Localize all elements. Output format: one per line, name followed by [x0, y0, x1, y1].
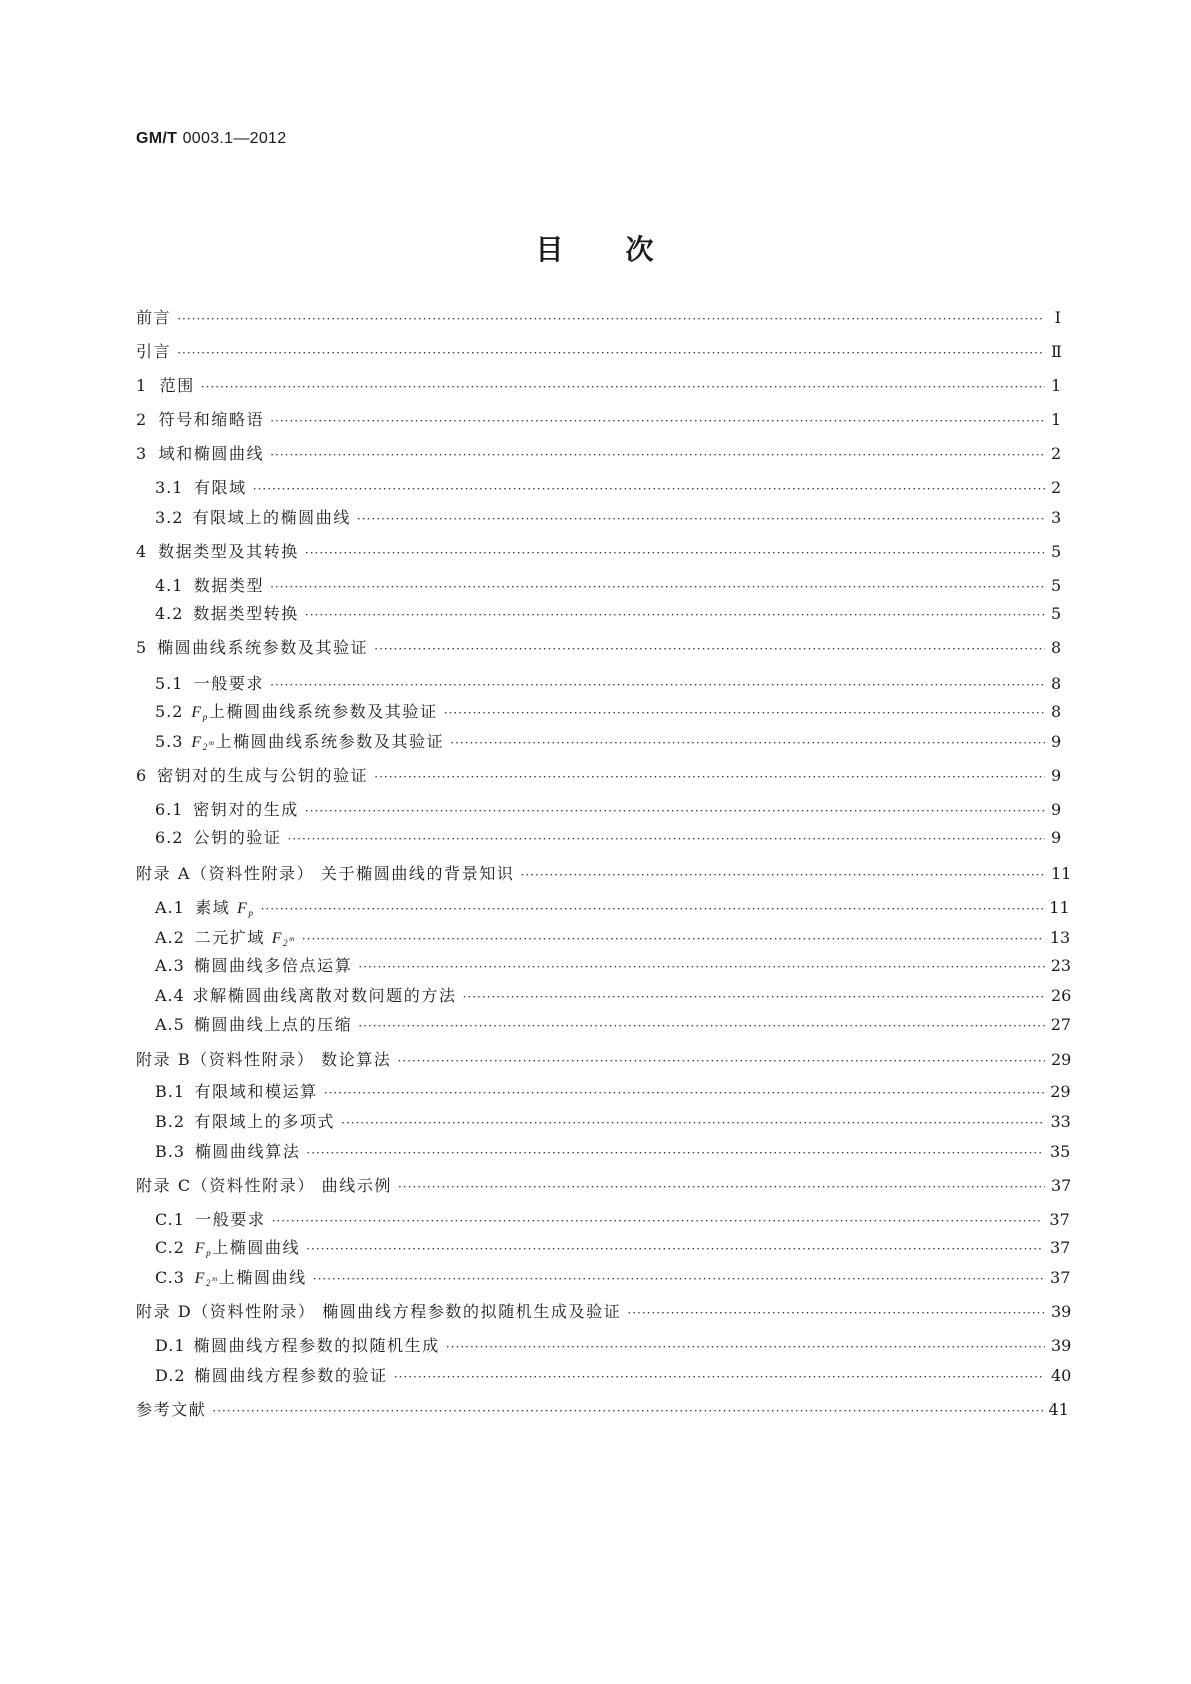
toc-dot-leader — [324, 1080, 1044, 1106]
toc-page-number: 9 — [1051, 800, 1062, 819]
toc-entry-number: 5.2 — [155, 702, 184, 721]
toc-entry[interactable] — [136, 1299, 1072, 1325]
toc-entry-number: A.2 — [155, 928, 185, 947]
toc-entry-number: D.1 — [155, 1336, 186, 1355]
toc-entry-title: $F_p$上椭圆曲线系统参数及其验证 — [191, 702, 438, 722]
toc-entry[interactable] — [155, 1109, 1071, 1135]
math-field-symbol: $F_p$ — [237, 900, 255, 918]
toc-dot-leader — [305, 798, 1045, 824]
toc-page-number: 37 — [1049, 1210, 1070, 1229]
toc-dot-leader — [374, 764, 1045, 790]
toc-page-number: 37 — [1049, 1238, 1071, 1257]
toc-dot-leader — [358, 954, 1044, 980]
toc-dot-leader — [444, 700, 1045, 726]
toc-dot-leader — [398, 1174, 1045, 1200]
toc-entry-title: 椭圆曲线方程参数的验证 — [194, 1366, 388, 1385]
toc-entry[interactable] — [136, 441, 1061, 467]
toc-dot-leader — [306, 1236, 1044, 1262]
toc-entry-title: 范围 — [159, 376, 195, 395]
toc-entry-title: 有限域 — [193, 478, 247, 497]
toc-entry[interactable] — [136, 539, 1061, 565]
toc-page-number: 37 — [1050, 1268, 1071, 1287]
toc-entry-number: 6.2 — [155, 828, 184, 847]
toc-page-number: 8 — [1051, 674, 1062, 693]
toc-page-number: 8 — [1051, 638, 1062, 657]
toc-entry-title: 数据类型及其转换 — [158, 542, 299, 561]
toc-entry[interactable] — [155, 729, 1061, 755]
toc-entry-number: 3.1 — [155, 478, 184, 497]
toc-entry-title: 前言 — [136, 308, 172, 327]
toc-entry-title: 密钥对的生成 — [193, 800, 299, 819]
toc-dot-leader — [201, 374, 1045, 400]
toc-entry[interactable] — [136, 1397, 1069, 1423]
toc-entry[interactable] — [136, 305, 1061, 331]
toc-dot-leader — [627, 1300, 1045, 1326]
toc-entry-title: 符号和缩略语 — [158, 410, 265, 429]
toc-entry[interactable] — [136, 339, 1061, 365]
toc-dot-leader — [212, 1398, 1042, 1424]
toc-page-number: 5 — [1051, 604, 1062, 623]
toc-entry[interactable] — [155, 573, 1061, 599]
toc-entry[interactable] — [155, 1012, 1072, 1038]
toc-entry-title: 数据类型 — [193, 576, 265, 595]
toc-entry-number: B.3 — [155, 1142, 186, 1161]
toc-dot-leader — [357, 506, 1045, 532]
toc-entry-number: A.5 — [155, 1015, 185, 1034]
toc-entry[interactable] — [136, 1047, 1072, 1073]
math-field-symbol: $F_p$ — [191, 704, 209, 722]
toc-page-number: 11 — [1051, 864, 1072, 883]
toc-dot-leader — [463, 984, 1045, 1010]
toc-entry[interactable] — [136, 763, 1061, 789]
toc-entry[interactable] — [155, 601, 1061, 627]
toc-dot-leader — [272, 1208, 1044, 1234]
toc-entry[interactable] — [155, 797, 1061, 823]
toc-entry-title: 求解椭圆曲线离散对数问题的方法 — [192, 986, 457, 1005]
toc-entry-title: 附录 D（资料性附录） 椭圆曲线方程参数的拟随机生成及验证 — [136, 1302, 622, 1321]
toc-dot-leader — [177, 306, 1045, 332]
toc-entry-title: 有限域上的多项式 — [194, 1112, 336, 1131]
toc-page-number: 3 — [1051, 508, 1062, 527]
toc-entry[interactable] — [155, 699, 1061, 725]
toc-entry-title: $F_{2^m}$上椭圆曲线系统参数及其验证 — [191, 732, 445, 752]
toc-entry-number: A.4 — [155, 986, 185, 1005]
toc-dot-leader — [358, 1013, 1044, 1039]
toc-entry-number: B.1 — [155, 1082, 186, 1101]
toc-page-number: 1 — [1051, 376, 1062, 395]
standard-number: 0003.1—2012 — [182, 130, 287, 147]
toc-entry[interactable] — [155, 671, 1061, 697]
toc-entry[interactable] — [136, 1173, 1072, 1199]
toc-dot-leader — [270, 442, 1045, 468]
toc-entry-title: 一般要求 — [193, 674, 265, 693]
toc-page-number: 29 — [1050, 1082, 1071, 1101]
toc-entry-title: $F_p$上椭圆曲线 — [194, 1238, 301, 1258]
toc-entry[interactable] — [155, 925, 1071, 951]
toc-entry-title: 有限域上的椭圆曲线 — [192, 508, 351, 527]
toc-page-number: 9 — [1051, 828, 1062, 847]
toc-entry-title: 参考文献 — [136, 1400, 207, 1419]
toc-page-number: 26 — [1051, 986, 1072, 1005]
toc-page-number: 5 — [1051, 542, 1062, 561]
toc-page-number: 5 — [1051, 576, 1062, 595]
toc-entry[interactable] — [155, 475, 1061, 501]
toc-entry-title: 椭圆曲线系统参数及其验证 — [157, 638, 369, 657]
toc-dot-leader — [450, 730, 1045, 756]
toc-page-number: 2 — [1051, 478, 1062, 497]
toc-entry-title: 密钥对的生成与公钥的验证 — [157, 766, 369, 785]
toc-page-number: 39 — [1051, 1336, 1072, 1355]
toc-entry-number: 3.2 — [155, 508, 184, 527]
toc-entry[interactable] — [155, 505, 1061, 531]
toc-entry[interactable] — [155, 1333, 1072, 1359]
toc-dot-leader — [305, 540, 1045, 566]
toc-entry[interactable] — [155, 825, 1061, 851]
toc-entry-number: C.2 — [155, 1238, 185, 1257]
toc-entry[interactable] — [155, 953, 1072, 979]
toc-dot-leader — [521, 862, 1045, 888]
toc-page-number: Ⅰ — [1054, 308, 1061, 327]
toc-entry[interactable] — [155, 895, 1070, 921]
toc-entry-title: 椭圆曲线上点的压缩 — [193, 1015, 353, 1034]
toc-entry-title: 椭圆曲线多倍点运算 — [193, 956, 353, 975]
toc-page-number: 41 — [1048, 1400, 1069, 1419]
toc-page-number: 29 — [1051, 1050, 1072, 1069]
toc-entry-title: $F_{2^m}$上椭圆曲线 — [194, 1268, 307, 1288]
toc-page-number: 37 — [1051, 1176, 1072, 1195]
toc-entry[interactable] — [155, 1079, 1071, 1105]
toc-entry-number: 3 — [136, 444, 148, 463]
toc-dot-leader — [374, 636, 1045, 662]
toc-dot-leader — [313, 1266, 1044, 1292]
toc-entry[interactable] — [136, 861, 1072, 887]
toc-entry-number: 5.1 — [155, 674, 184, 693]
toc-entry-number: A.3 — [155, 956, 185, 975]
toc-dot-leader — [270, 574, 1045, 600]
toc-entry-title: 域和椭圆曲线 — [158, 444, 265, 463]
toc-entry-number: C.3 — [155, 1268, 185, 1287]
toc-entry-number: 1 — [136, 376, 148, 395]
toc-entry[interactable] — [155, 1363, 1072, 1389]
toc-entry-title: 椭圆曲线方程参数的拟随机生成 — [193, 1336, 440, 1355]
toc-entry-number: 6.1 — [155, 800, 184, 819]
toc-entry[interactable] — [155, 983, 1072, 1009]
toc-page-number: 9 — [1051, 732, 1062, 751]
toc-page-number: 11 — [1049, 898, 1070, 917]
toc-dot-leader — [341, 1110, 1044, 1136]
toc-page-number: 35 — [1049, 1142, 1071, 1161]
toc-entry-number: 4.1 — [155, 576, 184, 595]
toc-page-number: Ⅱ — [1051, 342, 1062, 361]
toc-entry-number: 5 — [136, 638, 148, 657]
toc-entry-title: 二元扩域 $F_{2^m}$ — [194, 928, 296, 948]
toc-page-number: 33 — [1050, 1112, 1071, 1131]
toc-page-number: 2 — [1051, 444, 1062, 463]
toc-entry[interactable] — [155, 1207, 1070, 1233]
toc-entry[interactable] — [136, 635, 1061, 661]
toc-entry-title: 公钥的验证 — [193, 828, 282, 847]
toc-page-number: 39 — [1051, 1302, 1072, 1321]
standard-prefix: GM/T — [136, 130, 178, 147]
toc-entry-title: 附录 B（资料性附录） 数论算法 — [136, 1050, 392, 1069]
toc-entry-number: 4.2 — [155, 604, 184, 623]
toc-page-number: 13 — [1049, 928, 1071, 947]
toc-entry[interactable] — [136, 407, 1061, 433]
title-char-2: 次 — [625, 233, 656, 266]
toc-entry-title: 引言 — [136, 342, 172, 361]
toc-dot-leader — [253, 476, 1045, 502]
toc-entry-number: 4 — [136, 542, 148, 561]
toc-entry[interactable] — [155, 1139, 1071, 1165]
toc-entry-title: 附录 C（资料性附录） 曲线示例 — [136, 1176, 393, 1195]
toc-entry-number: 2 — [136, 410, 148, 429]
toc-entry-title: 素域 $F_p$ — [195, 898, 255, 918]
toc-dot-leader — [261, 896, 1044, 922]
toc-dot-leader — [302, 926, 1044, 952]
title-char-1: 目 — [535, 233, 566, 266]
toc-entry-number: D.2 — [155, 1366, 186, 1385]
math-field-symbol: $F_{2^m}$ — [271, 930, 296, 948]
toc-dot-leader — [305, 602, 1045, 628]
toc-entry-title: 数据类型转换 — [193, 604, 299, 623]
toc-entry-number: 6 — [136, 766, 148, 785]
toc-entry-number: C.1 — [155, 1210, 185, 1229]
math-field-symbol: $F_{2^m}$ — [194, 1270, 219, 1288]
toc-page-number: 23 — [1050, 956, 1072, 975]
toc-dot-leader — [394, 1364, 1045, 1390]
toc-dot-leader — [270, 672, 1045, 698]
toc-page-number: 27 — [1050, 1015, 1072, 1034]
toc-page-number: 1 — [1051, 410, 1062, 429]
toc-entry-title: 椭圆曲线算法 — [194, 1142, 301, 1161]
toc-dot-leader — [270, 408, 1045, 434]
toc-dot-leader — [306, 1140, 1044, 1166]
toc-page-number: 40 — [1051, 1366, 1072, 1385]
math-field-symbol: $F_p$ — [194, 1240, 213, 1258]
toc-entry-title: 一般要求 — [195, 1210, 266, 1229]
toc-dot-leader — [288, 826, 1045, 852]
toc-entry[interactable] — [155, 1265, 1071, 1291]
toc-entry[interactable] — [155, 1235, 1071, 1261]
toc-entry-number: B.2 — [155, 1112, 186, 1131]
math-field-symbol: $F_{2^m}$ — [191, 734, 216, 752]
toc-entry-title: 有限域和模运算 — [194, 1082, 318, 1101]
toc-entry-number: 5.3 — [155, 732, 184, 751]
toc-page-number: 9 — [1051, 766, 1062, 785]
toc-dot-leader — [446, 1334, 1045, 1360]
toc-entry-number: A.1 — [155, 898, 185, 917]
toc-dot-leader — [398, 1048, 1045, 1074]
toc-dot-leader — [177, 340, 1045, 366]
toc-entry-title: 附录 A（资料性附录） 关于椭圆曲线的背景知识 — [136, 864, 515, 883]
toc-entry[interactable] — [136, 373, 1061, 399]
toc-page-number: 8 — [1051, 702, 1062, 721]
